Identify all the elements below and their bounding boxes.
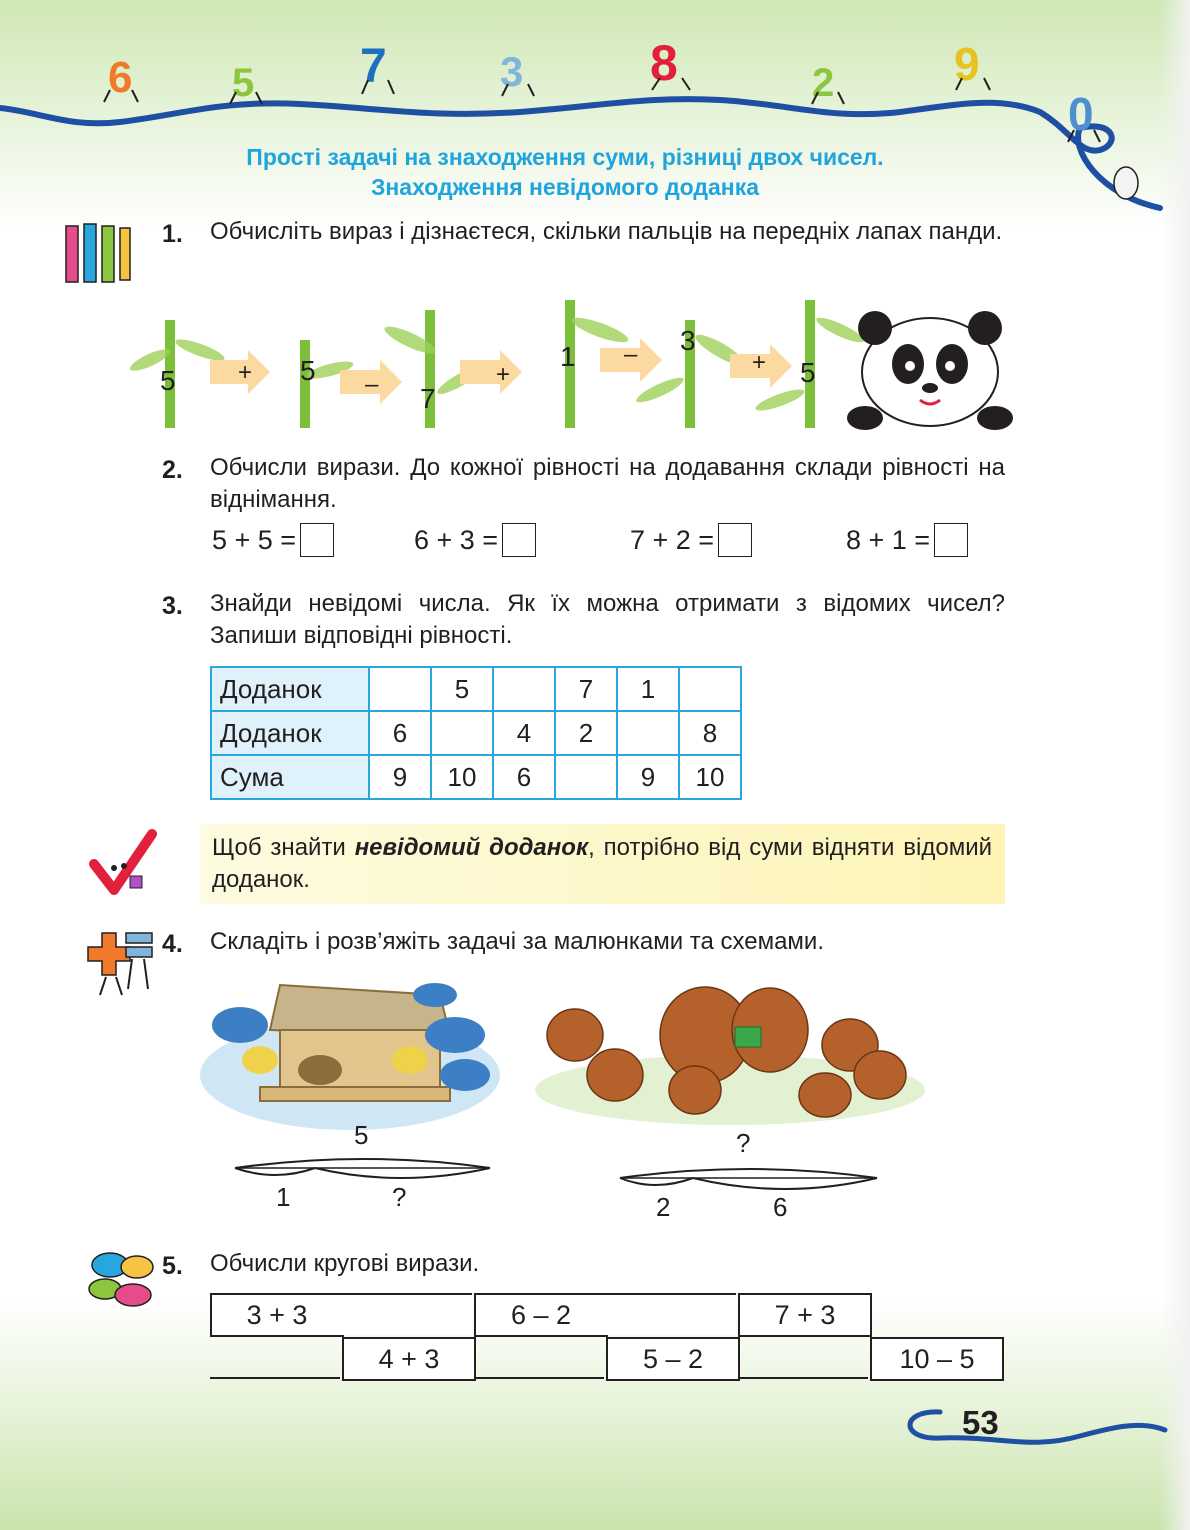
task3-number: 3. — [162, 592, 183, 620]
number-char-7 — [360, 40, 387, 93]
plus-minus-characters-icon — [70, 925, 160, 1000]
footer-wave — [890, 1400, 1170, 1460]
answer-box[interactable] — [718, 523, 752, 557]
page-title — [0, 142, 1130, 202]
table-cell: 10 — [431, 755, 493, 799]
rule-text-after: , потрібно від суми відняти відомий доданок. — [212, 834, 993, 893]
checkmark-icon — [80, 828, 160, 898]
number-char-label: 8 — [650, 35, 678, 91]
scheme2-part1: 2 — [656, 1192, 671, 1222]
table-cell: 6 — [493, 755, 555, 799]
chain-value: 5 — [300, 355, 316, 386]
number-char-9 — [954, 38, 980, 90]
scheme1-part2: ? — [392, 1182, 407, 1212]
chain-operator-minus: – — [365, 371, 379, 398]
circular-answer-cell[interactable] — [738, 1337, 868, 1379]
table-cell: 1 — [617, 667, 679, 711]
rule-text-before: Щоб знайти — [212, 834, 355, 861]
task3-text: Знайди невідомі числа. Як їх можна отримати з відомих чисел? Запиши відповідні рівності. — [210, 590, 1005, 649]
table-cell: 8 — [679, 711, 741, 755]
equation-text: 6 + 3 = — [414, 524, 499, 555]
chain-operator-minus: – — [624, 341, 638, 368]
table-cell: 4 — [493, 711, 555, 755]
number-char-label: 3 — [500, 48, 524, 95]
equation-text: 5 + 5 = — [212, 524, 297, 555]
table-cell[interactable] — [555, 755, 617, 799]
circular-expression: 4 + 3 — [342, 1337, 476, 1381]
number-char-5 — [232, 61, 254, 105]
equation — [630, 523, 752, 557]
task4-number: 4. — [162, 930, 183, 958]
equation — [212, 523, 334, 557]
table-cell: 9 — [617, 755, 679, 799]
number-char-label: 7 — [360, 40, 387, 93]
circular-expression: 6 – 2 — [474, 1293, 608, 1337]
task1-text: Обчисліть вираз і дізнаєтеся, скільки пальців на передніх лапах панди. — [210, 218, 1003, 245]
circular-answer-cell[interactable] — [210, 1337, 340, 1379]
table-cell[interactable] — [369, 667, 431, 711]
number-char-label: 6 — [108, 53, 133, 102]
task5-text: Обчисли кругові вирази. — [210, 1250, 480, 1277]
pencils-icon — [58, 220, 138, 290]
page-number: 53 — [962, 1404, 999, 1441]
circular-expression: 3 + 3 — [210, 1293, 344, 1337]
table-cell[interactable] — [679, 667, 741, 711]
answer-box[interactable] — [934, 523, 968, 557]
title-line-2: Знаходження невідомого доданка — [370, 174, 759, 200]
row-label: Сума — [211, 755, 369, 799]
table-cell[interactable] — [493, 667, 555, 711]
number-char-label: 5 — [232, 61, 255, 105]
table-cell[interactable] — [431, 711, 493, 755]
table-cell: 2 — [555, 711, 617, 755]
scheme1-part1: 1 — [276, 1182, 291, 1212]
chain-value-start: 5 — [160, 365, 176, 396]
bears-illustration — [535, 975, 925, 1125]
equation-text: 7 + 2 = — [630, 524, 715, 555]
number-char-8 — [650, 35, 678, 91]
table-row — [211, 667, 741, 711]
table-cell: 6 — [369, 711, 431, 755]
fish-icon — [85, 1245, 160, 1310]
chain-value: 5 — [800, 357, 816, 388]
birdhouse-illustration — [200, 975, 500, 1125]
title-line-1: Прості задачі на знаходження суми, різниці двох чисел. — [246, 144, 884, 170]
task1-number: 1. — [162, 220, 183, 248]
circular-answer-cell[interactable] — [606, 1293, 736, 1335]
table-row — [211, 711, 741, 755]
table-cell[interactable] — [617, 711, 679, 755]
equation — [414, 523, 536, 557]
table-cell: 7 — [555, 667, 617, 711]
number-char-label: 0 — [1068, 88, 1094, 140]
circular-expression: 10 – 5 — [870, 1337, 1004, 1381]
number-char-6 — [108, 53, 132, 102]
scheme2-part2: 6 — [773, 1192, 788, 1222]
task2-number: 2. — [162, 456, 183, 484]
chain-operator-plus: + — [752, 349, 767, 376]
chain-operator-plus: + — [238, 359, 253, 386]
scheme-1 — [230, 1150, 500, 1200]
addends-table — [210, 666, 742, 800]
circular-answer-cell[interactable] — [342, 1293, 472, 1335]
circular-expression: 5 – 2 — [606, 1337, 740, 1381]
panda-face — [847, 311, 1013, 430]
circular-expression: 7 + 3 — [738, 1293, 872, 1337]
chain-operator-plus: + — [496, 361, 511, 388]
row-label: Доданок — [211, 667, 369, 711]
rule-emphasis: невідомий доданок — [354, 834, 589, 861]
row-label: Доданок — [211, 711, 369, 755]
table-cell: 9 — [369, 755, 431, 799]
chain-value: 1 — [560, 341, 576, 372]
number-char-label: 9 — [954, 38, 980, 90]
rule-text — [212, 832, 992, 896]
table-cell: 10 — [679, 755, 741, 799]
task2-text: Обчисли вирази. До кожної рівності на додавання склади рівності на віднімання. — [210, 454, 1005, 513]
chain-value: 7 — [420, 383, 436, 414]
table-cell: 5 — [431, 667, 493, 711]
scheme1-total: 5 — [354, 1120, 369, 1150]
table-row — [211, 755, 741, 799]
equation-text: 8 + 1 = — [846, 524, 931, 555]
answer-box[interactable] — [502, 523, 536, 557]
number-char-3 — [500, 48, 523, 95]
number-char-label: 2 — [812, 61, 835, 105]
task5-number: 5. — [162, 1252, 183, 1280]
circular-answer-cell[interactable] — [474, 1337, 604, 1379]
scheme2-total: ? — [736, 1128, 751, 1158]
chain-value: 3 — [680, 325, 696, 356]
task4-text: Складіть і розв’яжіть задачі за малюнками та схемами. — [210, 928, 825, 955]
equation — [846, 523, 968, 557]
answer-box[interactable] — [300, 523, 334, 557]
panda-chain-illustration — [130, 300, 1000, 430]
